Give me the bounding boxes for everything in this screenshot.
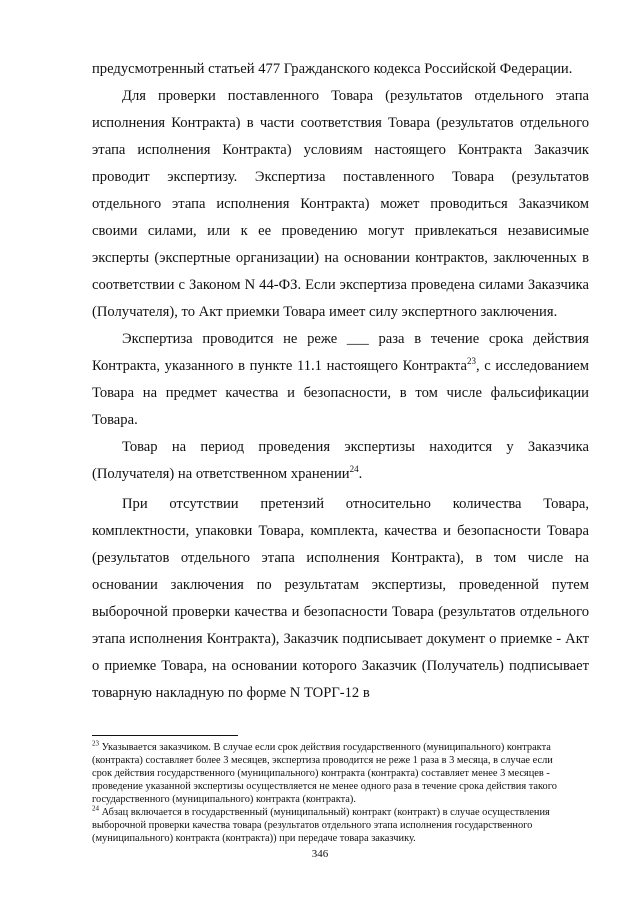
- footnote-number: 23: [92, 739, 99, 748]
- paragraph-expertise-frequency: [92, 326, 589, 434]
- paragraph-text: , с исследованием Товара на предмет качества и безопасности, в том числе фальсификации Товара.: [92, 358, 589, 428]
- page-number: 346: [311, 848, 329, 860]
- paragraph-acceptance: При отсутствии претензий относительно количества Товара, комплектности, упаковки Товара, комплекта, качества и безопасности Товара (результатов отдельного этапа исполнения Контракта), в том числе на основании заключения по результатам экспертизы, проведенной путем выборочной проверки качества и безопасности Товара (результатов отдельного этапа исполнения Контракта), Заказчик подписывает документ о приемке - Акт о приемке Товара, на основании которого Заказчик (Получатель) подписывает товарную накладную по форме N ТОРГ-12 в: [92, 496, 589, 701]
- body-text: [92, 56, 589, 707]
- footnote-ref: 24: [349, 464, 359, 475]
- footnote-ref: 23: [466, 356, 476, 367]
- footnote-number: 24: [92, 804, 99, 813]
- paragraph-text: Товар на период проведения экспертизы находится у Заказчика (Получателя) на ответственном хранении: [92, 439, 589, 482]
- paragraph-text: .: [358, 466, 363, 482]
- paragraph-storage: [92, 434, 589, 488]
- footnote-23: [92, 741, 572, 806]
- footnote-24: [92, 806, 572, 845]
- paragraph-continuation: предусмотренный статьей 477 Гражданского кодекса Российской Федерации.: [92, 61, 573, 77]
- footnote-divider: [92, 735, 238, 736]
- footnote-text: Указывается заказчиком. В случае если срок действия государственного (муниципального) контракта (контракта) составляет более 3 месяцев, экспертиза проводится не реже 1 раза в 3 месяца, в случае если срок действия государственного (муниципального) контракта (контракта) составляет менее 3 месяцев - проведение указанной экспертизы осуществляется не менее одного раза в течение срока действия такого государственного (муниципального) контракта (контракта).: [92, 742, 557, 805]
- paragraph-text: Экспертиза проводится не реже ___ раза в течение срока действия Контракта, указанного в пункте 11.1 настоящего Контракта: [92, 331, 589, 374]
- footnote-text: Абзац включается в государственный (муниципальный) контракт (контракт) в случае осуществления выборочной проверки качества товара (результатов отдельного этапа исполнения государственного (муниципального) контракта (контракта)) при передаче товара заказчику.: [92, 807, 550, 844]
- footnotes: [92, 741, 572, 845]
- paragraph-expertise-conduct: Для проверки поставленного Товара (результатов отдельного этапа исполнения Контракта) в части соответствия Товара (результатов отдельного этапа исполнения Контракта) условиям настоящего Контракта Заказчик проводит экспертизу. Экспертиза поставленного Товара (результатов отдельного этапа исполнения Контракта) может проводиться Заказчиком своими силами, или к ее проведению могут привлекаться независимые эксперты (экспертные организации) на основании контрактов, заключенных в соответствии с Законом N 44-ФЗ. Если экспертиза проведена силами Заказчика (Получателя), то Акт приемки Товара имеет силу экспертного заключения.: [92, 88, 589, 320]
